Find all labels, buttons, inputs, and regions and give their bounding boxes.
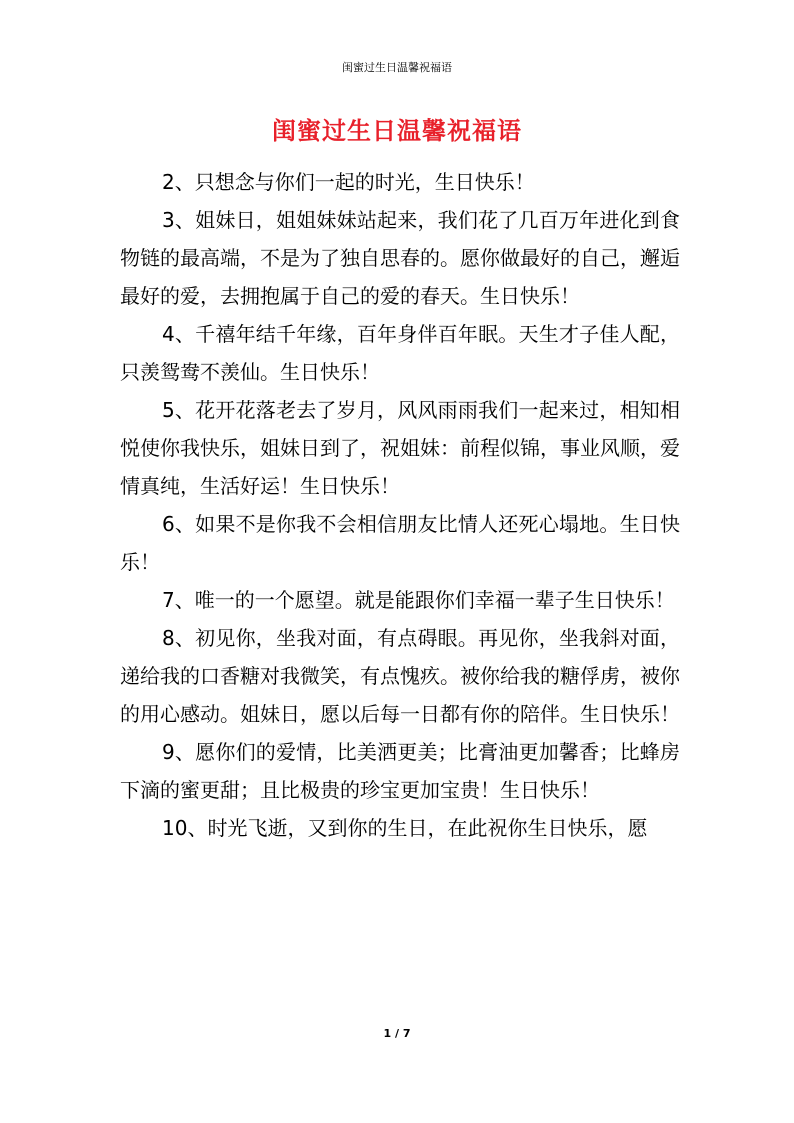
running-header: 闺蜜过生日温馨祝福语 xyxy=(342,61,452,74)
document-body xyxy=(120,163,680,847)
document-title: 闺蜜过生日温馨祝福语 xyxy=(272,117,522,145)
paragraph-wish-8: 8、初见你，坐我对面，有点碍眼。再见你，坐我斜对面，递给我的口香糖对我微笑，有点愧疚。被你给我的糖俘虏，被你的用心感动。姐妹日，愿以后每一日都有你的陪伴。生日快乐！ xyxy=(120,626,680,726)
paragraph-wish-2: 2、只想念与你们一起的时光，生日快乐！ xyxy=(162,170,535,194)
page-number: 1 / 7 xyxy=(383,1027,411,1040)
paragraph-wish-10: 10、时光飞逝，又到你的生日，在此祝你生日快乐，愿 xyxy=(162,816,648,840)
paragraph-wish-7: 7、唯一的一个愿望。就是能跟你们幸福一辈子生日快乐！ xyxy=(162,588,675,612)
paragraph-wish-3: 3、姐妹日，姐姐妹妹站起来，我们花了几百万年进化到食物链的最高端，不是为了独自思春的。愿你做最好的自己，邂逅最好的爱，去拥抱属于自己的爱的春天。生日快乐！ xyxy=(120,208,680,308)
paragraph-wish-9: 9、愿你们的爱情，比美洒更美；比膏油更加馨香；比蜂房下滴的蜜更甜；且比极贵的珍宝更加宝贵！生日快乐！ xyxy=(120,740,680,802)
paragraph-wish-5: 5、花开花落老去了岁月，风风雨雨我们一起来过，相知相悦使你我快乐，姐妹日到了，祝姐妹：前程似锦，事业风顺，爱情真纯，生活好运！生日快乐！ xyxy=(120,398,680,498)
paragraph-wish-4: 4、千禧年结千年缘，百年身伴百年眠。天生才子佳人配，只羡鸳鸯不羡仙。生日快乐！ xyxy=(120,322,680,384)
paragraph-wish-6: 6、如果不是你我不会相信朋友比情人还死心塌地。生日快乐！ xyxy=(120,512,680,574)
